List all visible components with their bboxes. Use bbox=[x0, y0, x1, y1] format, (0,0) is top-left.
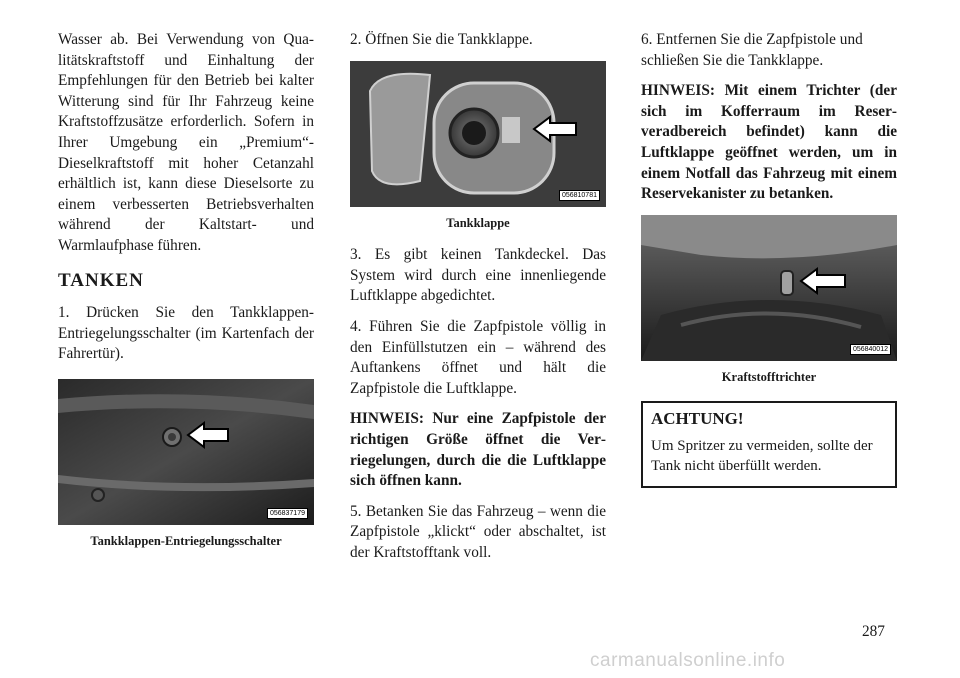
column-middle bbox=[350, 30, 606, 574]
figure-code: 056810781 bbox=[559, 190, 600, 201]
figure-fuel-door bbox=[350, 61, 606, 207]
page-number: 287 bbox=[862, 623, 885, 640]
figure-caption: Kraftstofftrichter bbox=[721, 369, 817, 384]
release-switch-photo bbox=[58, 379, 314, 525]
figure-caption: Tankklappe bbox=[446, 215, 510, 230]
column-left bbox=[58, 30, 314, 552]
section-heading: TANKEN bbox=[58, 269, 144, 291]
fuel-funnel-photo bbox=[641, 215, 897, 361]
warning-title: ACHTUNG! bbox=[651, 409, 744, 429]
figure-caption: Tankklappen-Entriegelungsschalter bbox=[90, 533, 282, 548]
intro-paragraph: Wasser ab. Bei Verwendung von Qualitätskraftstoff und Einhaltung der Empfehlungen für den Betrieb bei kalter Witterung sind für Ihr Fahrzeug keine Kraftstoffzusätze erforderlich. Sofern in Ihrer Umgebung ein „Premium“-Dieselkraftstoff mit hoher Cetanzahl erhältlich ist, kann diese Dieselsorte zu einem verbesserten Betriebsverhalten während der Kaltstart- und Warmlaufphase führen. bbox=[58, 31, 314, 254]
column-right bbox=[641, 30, 897, 488]
step-3-text: 3. Es gibt keinen Tankdeckel. Das System wird durch eine innenliegende Luftklappe abgedichtet. bbox=[350, 246, 606, 305]
step-5-text: 5. Betanken Sie das Fahrzeug – wenn die Zapfpistole „klickt“ oder abschaltet, ist der Kraftstofftank voll. bbox=[350, 502, 606, 561]
figure-code: 056837179 bbox=[267, 508, 308, 519]
note-nozzle: HINWEIS: Nur eine Zapfpistole der richtigen Größe öffnet die Verriegelungen, durch die die Luftklappe sich öffnen kann. bbox=[350, 410, 606, 490]
figure-release-switch bbox=[58, 379, 314, 525]
figure-code: 056840012 bbox=[850, 344, 891, 355]
watermark: carmanualsonline.info bbox=[590, 650, 786, 671]
fuel-door-photo bbox=[350, 61, 606, 207]
warning-box bbox=[641, 401, 897, 488]
step-4-text: 4. Führen Sie die Zapfpistole völlig in den Einfüllstutzen ein – während des Auftankens öffnet und hält die Zapfpistole die Luftklappe. bbox=[350, 317, 606, 397]
note-funnel: HINWEIS: Mit einem Trichter (der sich im Kofferraum im Reserveradbereich befindet) kann die Luftklappe geöffnet werden, um in einem Notfall das Fahrzeug mit einem Reservekanister zu betanken. bbox=[641, 82, 897, 203]
step-1-text: 1. Drücken Sie den Tankklappen-Entriegelungsschalter (im Kartenfach der Fahrertür). bbox=[58, 304, 314, 363]
warning-text: Um Spritzer zu vermeiden, sollte der Tank nicht überfüllt werden. bbox=[651, 437, 873, 474]
step-6-text: 6. Entfernen Sie die Zapfpistole und schließen Sie die Tankklappe. bbox=[641, 31, 863, 69]
figure-fuel-funnel bbox=[641, 215, 897, 361]
step-2-text: 2. Öffnen Sie die Tankklappe. bbox=[350, 31, 533, 48]
